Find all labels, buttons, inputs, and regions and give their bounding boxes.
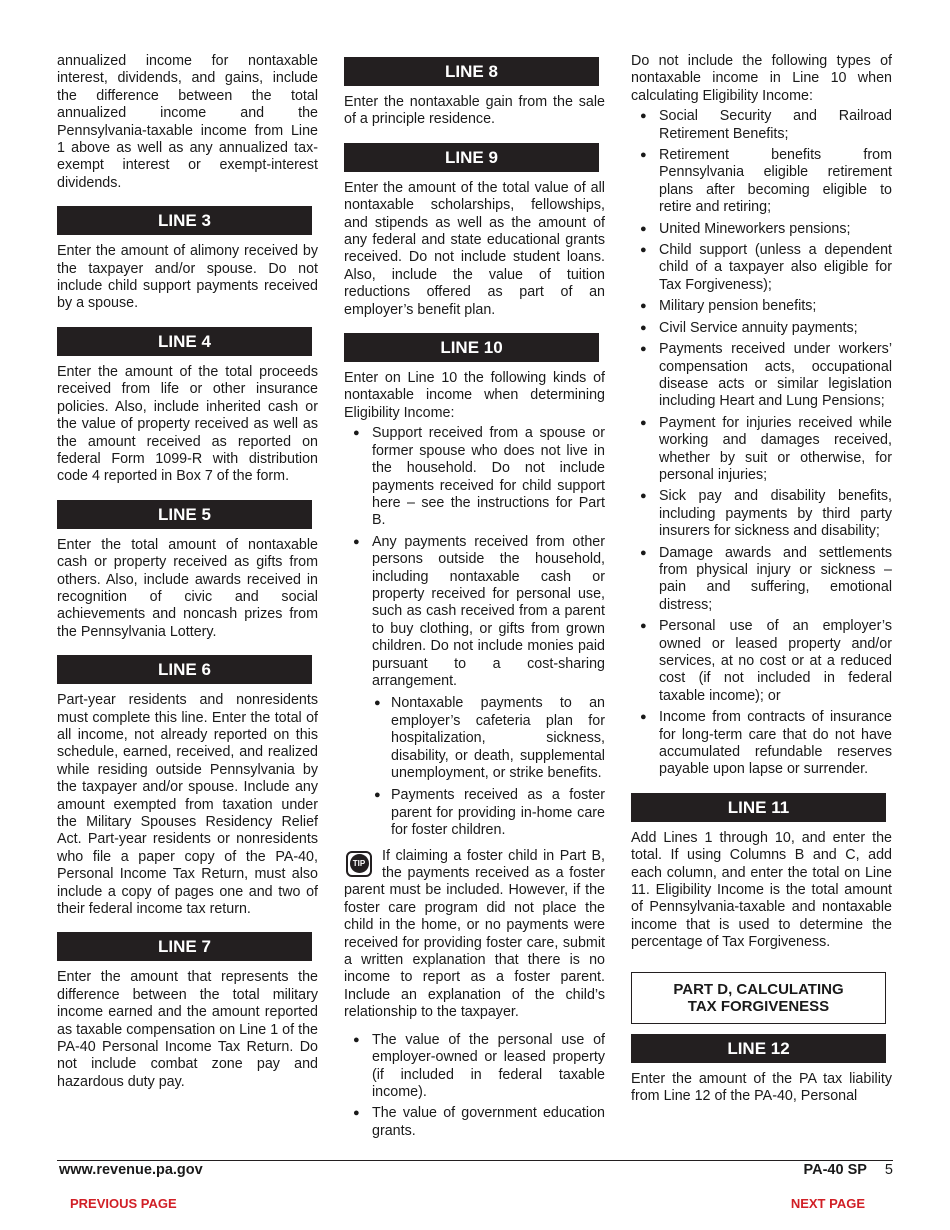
exclusions-list — [631, 108, 892, 779]
list-item — [344, 534, 605, 840]
list-item: ● Income from contracts of insurance for long-term care that do not have accumulated refundable reserves payable upon lapse or surrender. — [631, 709, 892, 779]
sub-list-item: ● Nontaxable payments to an employer’s cafeteria plan for hospitalization, sickness, disability, or death, supplemental unemployment, or strike benefits. — [372, 695, 605, 782]
line-11-text: Add Lines 1 through 10, and enter the total. If using Columns B and C, add each column, and enter the total on Line 11. Eligibility Income is the total amount of Pennsylvania-taxable and nontaxable income that is used to determine the percentage of Tax Forgiveness. — [631, 829, 892, 951]
next-page-link[interactable]: NEXT PAGE — [790, 1196, 865, 1211]
line-10-list-continued — [344, 1032, 605, 1140]
list-item: ● Civil Service annuity payments; — [631, 320, 892, 337]
line-7-header: LINE 7 — [57, 932, 312, 961]
line-6-text: Part-year residents and nonresidents must complete this line. Enter the total of all income, not already reported on this schedule, earned, received, and realized while residing outside Pennsylvania by the taxpayer and/or spouse. Include any amount exempted from taxation under the Military Spouses Residency Relief Act. Part-year residents or nonresidents who file a paper copy of the PA-40, Personal Income Tax Return, must also include a copy of pages one and two of their federal income tax return. — [57, 692, 318, 918]
list-item: ● Sick pay and disability benefits, including payments by third party insurers for sickness and disability; — [631, 488, 892, 540]
line-6-header: LINE 6 — [57, 655, 312, 684]
footer-url[interactable]: www.revenue.pa.gov — [59, 1162, 203, 1178]
previous-page-link[interactable]: PREVIOUS PAGE — [70, 1196, 177, 1211]
line-9-header: LINE 9 — [344, 143, 599, 172]
list-item: ● The value of the personal use of employer-owned or leased property (if included in federal taxable income). — [344, 1032, 605, 1102]
line-9-text: Enter the amount of the total value of all nontaxable scholarships, fellowships, and stipends as well as the amount of any federal and state educational grants received. Do not include student loans. Also, include the value of tuition reductions offered as part of an employer’s benefit plan. — [344, 179, 605, 318]
column-1 — [57, 53, 318, 1091]
part-d-heading-line-2: TAX FORGIVENESS — [687, 997, 830, 1015]
list-item: ● Support received from a spouse or former spouse who does not live in the household. Do not include payments received for child support here – see the instructions for Part B. — [344, 425, 605, 529]
part-d-heading — [631, 972, 886, 1024]
list-item: ● The value of government education grants. — [344, 1105, 605, 1140]
list-item: ● Retirement benefits from Pennsylvania eligible retirement plans after becoming eligible to retire and retiring; — [631, 147, 892, 217]
tip-icon: TIP — [346, 851, 372, 877]
line-4-header: LINE 4 — [57, 327, 312, 356]
intro-text: annualized income for nontaxable interest, dividends, and gains, include the difference between the total annualized income and the Pennsylvania-taxable income from Line 1 above as well as any annualized tax-exempt interest or exempt-interest dividends. — [57, 53, 318, 191]
list-item: ● Personal use of an employer’s owned or leased property and/or services, at no cost or at a reduced cost (if not included in federal taxable income); or — [631, 618, 892, 705]
exclusions-intro: Do not include the following types of nontaxable income in Line 10 when calculating Eligibility Income: — [631, 53, 892, 104]
tip-box — [344, 848, 605, 1022]
list-item-text: Any payments received from other persons outside the household, including nontaxable cash or property received for personal use, such as cash received from a parent to buy clothing, or gifts from grown children. Do not include monies paid pursuant to a cost-sharing arrangement. — [372, 533, 605, 689]
column-2 — [344, 53, 605, 1144]
line-3-text: Enter the amount of alimony received by the taxpayer and/or spouse. Do not include child support payments received by a spouse. — [57, 243, 318, 312]
list-item: ● Payments received under workers’ compensation acts, occupational disease acts or similar legislation including Heart and Lung Pensions; — [631, 341, 892, 411]
line-3-header: LINE 3 — [57, 206, 312, 235]
line-10-list — [344, 425, 605, 839]
line-10-text: Enter on Line 10 the following kinds of nontaxable income when determining Eligibility Income: — [344, 370, 605, 421]
line-7-text: Enter the amount that represents the difference between the total military income earned and the amount reported as taxable compensation on Line 1 of the PA-40 Personal Income Tax Return. Do not include combat zone pay and hazardous duty pay. — [57, 969, 318, 1090]
footer-page-info — [804, 1162, 893, 1178]
list-item: ● Social Security and Railroad Retirement Benefits; — [631, 108, 892, 143]
sub-list-item: ● Payments received as a foster parent for providing in-home care for foster children. — [372, 787, 605, 839]
tip-text: If claiming a foster child in Part B, the payments received as a foster parent must be included. However, if the foster care program did not place the child in the home, or no payments were received for providing foster care, submit a written explanation that there is no income to report as a foster parent. Include an explanation of the child’s relationship to the taxpayer. — [344, 847, 605, 1021]
list-item: ● Child support (unless a dependent child of a taxpayer also eligible for Tax Forgiveness); — [631, 242, 892, 294]
column-3 — [631, 53, 892, 1106]
line-5-text: Enter the total amount of nontaxable cash or property received as gifts from others. Also, include awards received in recognition of civic and social achievements and noncash prizes from the Pennsylvania Lottery. — [57, 536, 318, 640]
footer-divider — [57, 1160, 893, 1161]
line-11-header: LINE 11 — [631, 793, 886, 822]
line-10-header: LINE 10 — [344, 333, 599, 362]
list-item: ● Military pension benefits; — [631, 298, 892, 315]
line-12-header: LINE 12 — [631, 1034, 886, 1063]
line-5-header: LINE 5 — [57, 500, 312, 529]
list-item: ● United Mineworkers pensions; — [631, 221, 892, 238]
list-item: ● Damage awards and settlements from physical injury or sickness – pain and suffering, emotional distress; — [631, 545, 892, 615]
sub-list — [372, 695, 605, 839]
list-item: ● Payment for injuries received while working and damages received, whether by suit or otherwise, for personal injuries; — [631, 415, 892, 485]
line-8-header: LINE 8 — [344, 57, 599, 86]
line-12-text: Enter the amount of the PA tax liability from Line 12 of the PA-40, Personal — [631, 1070, 892, 1105]
form-name: PA-40 SP — [803, 1162, 867, 1178]
page-number: 5 — [884, 1162, 893, 1178]
line-8-text: Enter the nontaxable gain from the sale of a principle residence. — [344, 94, 605, 128]
line-4-text: Enter the amount of the total proceeds received from life or other insurance policies. Also, include inherited cash or the value of property received as well as the amount received as reported on federal Form 1099-R with distribution code 4 reported in Box 7 of the form. — [57, 363, 318, 485]
part-d-heading-line-1: PART D, CALCULATING — [673, 980, 844, 998]
